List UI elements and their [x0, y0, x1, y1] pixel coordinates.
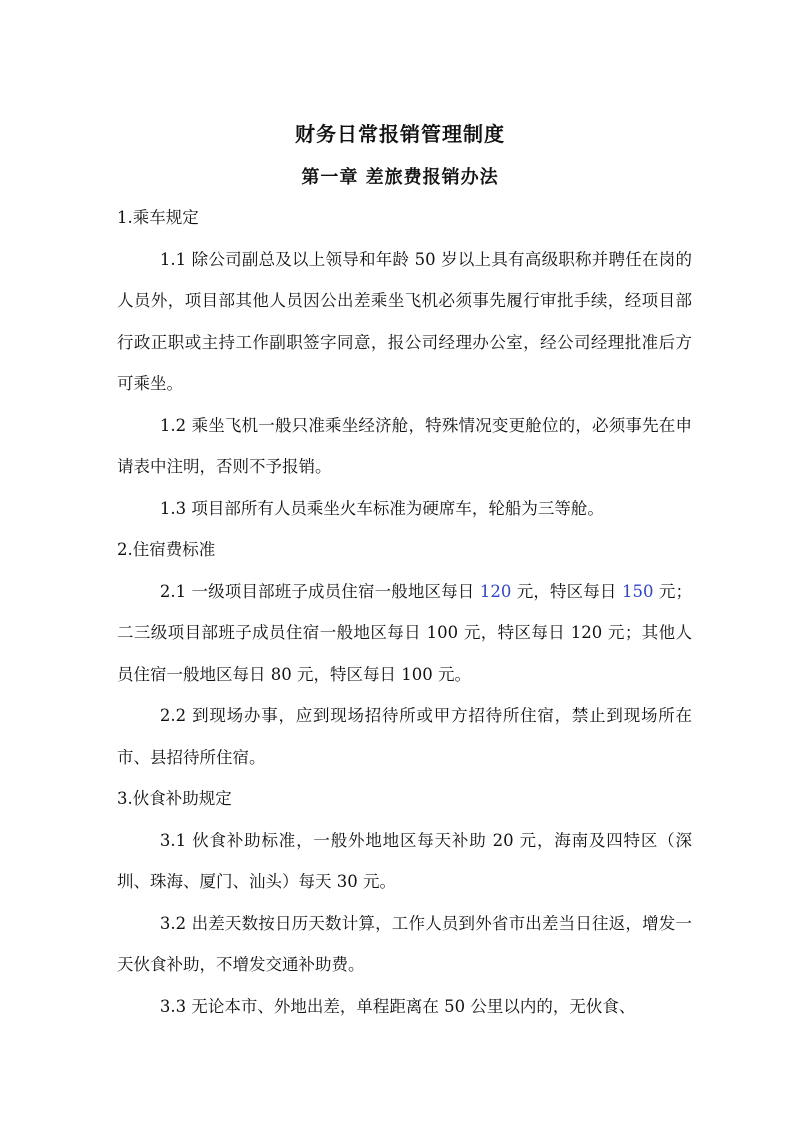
section-heading-meal-allowance: 3.伙食补助规定 — [117, 789, 232, 808]
clause-1-1: 1.1 除公司副总及以上领导和年龄 50 岁以上具有高级职称并聘任在岗的人员外，项目部其他人员因公出差乘坐飞机必须事先履行审批手续，经项目部行政正职或主持工作副职签字同意，报公司经理办公室，经公司经理批准后方可乘坐。 — [117, 249, 692, 393]
clause-2-1-text-c: 元；二三级项目部班子成员住宿一般地区每日 100 元，特区每日 120 元；其他人员住宿一般地区每日 80 元，特区每日 100 元。 — [117, 581, 692, 684]
clause-2-2: 2.2 到现场办事，应到现场招待所或甲方招待所住宿，禁止到现场所在市、县招待所住宿。 — [117, 706, 692, 767]
document-body — [117, 197, 692, 1027]
document-title: 财务日常报销管理制度 — [295, 122, 505, 146]
clause-3-2: 3.2 出差天数按日历天数计算，工作人员到外省市出差当日往返，增发一天伙食补助，不增发交通补助费。 — [117, 913, 692, 974]
section-heading-riding: 1.乘车规定 — [117, 208, 199, 227]
section-heading-lodging: 2.住宿费标准 — [117, 540, 216, 559]
clause-1-2: 1.2 乘坐飞机一般只准乘坐经济舱，特殊情况变更舱位的，必须事先在申请表中注明，否则不予报销。 — [117, 415, 692, 476]
clause-2-1-text-a: 2.1 一级项目部班子成员住宿一般地区每日 — [159, 581, 480, 601]
clause-2-1-highlight-120: 120 — [479, 581, 512, 601]
clause-3-3: 3.3 无论本市、外地出差，单程距离在 50 公里以内的，无伙食、 — [159, 996, 636, 1016]
clause-2-1-text-b: 元，特区每日 — [511, 581, 622, 601]
clause-2-1 — [117, 571, 692, 696]
chapter-title: 第一章 差旅费报销办法 — [301, 167, 499, 188]
clause-1-3: 1.3 项目部所有人员乘坐火车标准为硬席车，轮船为三等舱。 — [159, 498, 604, 518]
clause-3-1: 3.1 伙食补助标准，一般外地地区每天补助 20 元，海南及四特区（深圳、珠海、厦门、汕头）每天 30 元。 — [117, 830, 692, 891]
clause-2-1-highlight-150: 150 — [621, 581, 654, 601]
